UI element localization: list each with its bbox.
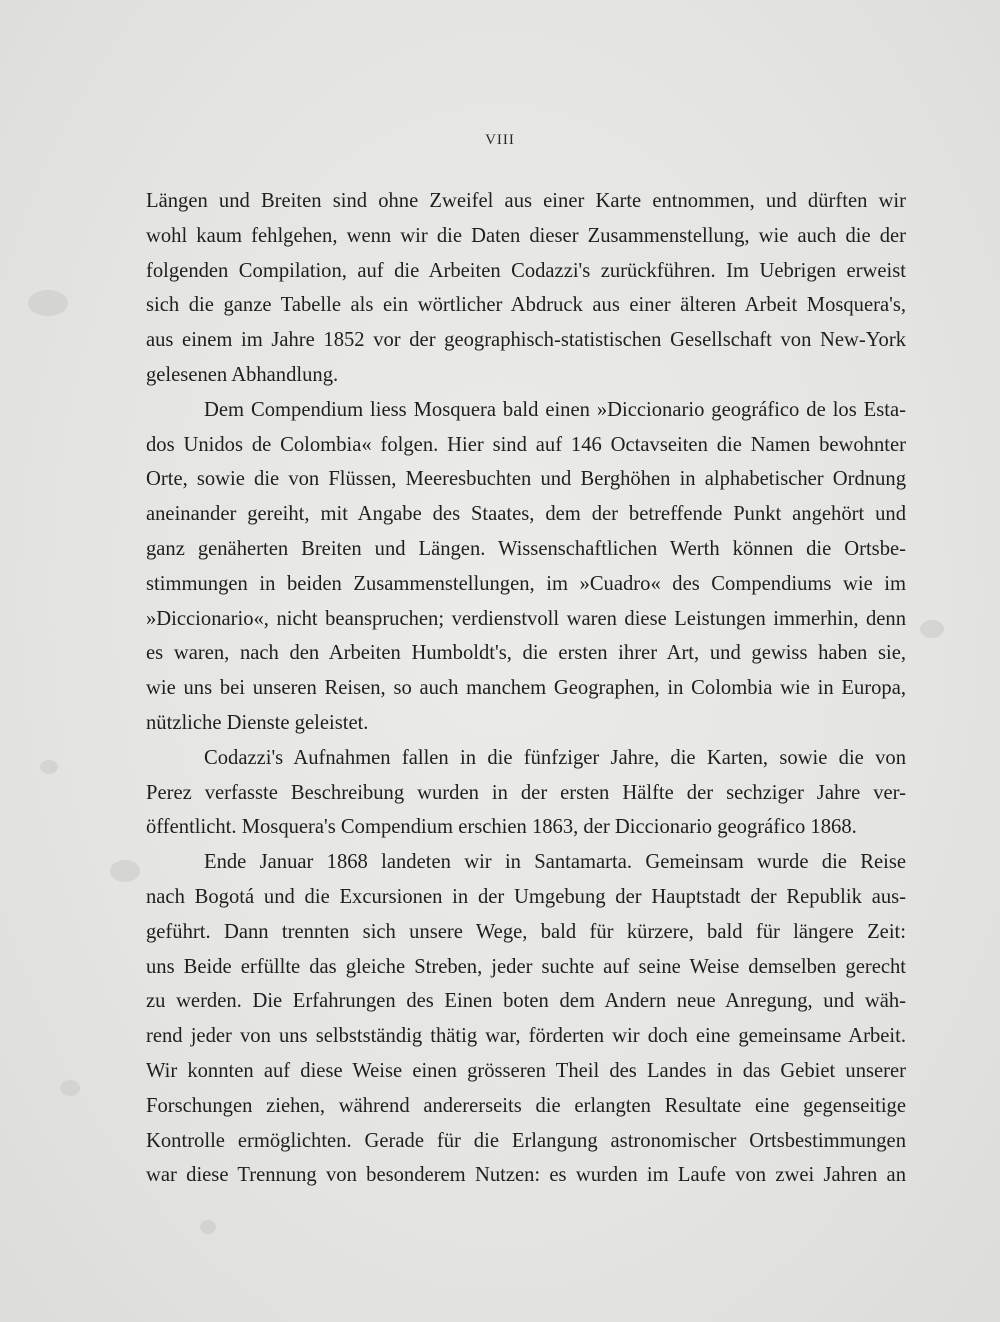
paper-stain <box>200 1220 216 1234</box>
page-number: VIII <box>485 132 515 148</box>
text-line: folgenden Compilation, auf die Arbeiten Codazzi's zurückführen. Im Uebrigen erweist <box>146 259 906 282</box>
text-line: »Diccionario«, nicht beanspruchen; verdienstvoll waren diese Leistungen immerhin, denn <box>146 607 906 630</box>
paragraph <box>146 741 906 845</box>
text-line: Ende Januar 1868 landeten wir in Santamarta. Gemeinsam wurde die Reise <box>204 851 906 874</box>
text-line: Dem Compendium liess Mosquera bald einen »Diccionario geográfico de los Esta- <box>204 398 906 421</box>
paragraph <box>146 184 906 393</box>
paper-stain <box>110 860 140 882</box>
text-line: uns Beide erfüllte das gleiche Streben, jeder suchte auf seine Weise demselben gerecht <box>146 955 906 978</box>
paper-stain <box>60 1080 80 1096</box>
text-line: geführt. Dann trennten sich unsere Wege, bald für kürzere, bald für längere Zeit: <box>146 920 906 943</box>
text-line: nach Bogotá und die Excursionen in der Umgebung der Hauptstadt der Republik aus- <box>146 885 906 908</box>
text-line: Orte, sowie die von Flüssen, Meeresbuchten und Berghöhen in alphabetischer Ordnung <box>146 468 906 491</box>
text-line: stimmungen in beiden Zusammenstellungen, im »Cuadro« des Compendiums wie im <box>146 572 906 595</box>
text-line: Längen und Breiten sind ohne Zweifel aus einer Karte entnommen, und dürften wir <box>146 190 906 212</box>
text-line: öffentlicht. Mosquera's Compendium erschien 1863, der Diccionario geográfico 1868. <box>146 816 857 839</box>
text-line: Kontrolle ermöglichten. Gerade für die Erlangung astronomischer Ortsbestimmungen <box>146 1129 906 1152</box>
body-text <box>146 184 906 1193</box>
text-line: sich die ganze Tabelle als ein wörtlicher Abdruck aus einer älteren Arbeit Mosquera's, <box>146 294 906 317</box>
paper-stain <box>920 620 944 638</box>
paper-stain <box>28 290 68 316</box>
text-line: aus einem im Jahre 1852 vor der geographisch-statistischen Gesellschaft von New-York <box>146 329 906 352</box>
text-line: es waren, nach den Arbeiten Humboldt's, die ersten ihrer Art, und gewiss haben sie, <box>146 642 906 665</box>
text-line: wie uns bei unseren Reisen, so auch manchem Geographen, in Colombia wie in Europa, <box>146 677 906 700</box>
text-line: dos Unidos de Colombia« folgen. Hier sind auf 146 Octavseiten die Namen bewohnter <box>146 433 906 456</box>
paper-stain <box>40 760 58 774</box>
text-line: Perez verfasste Beschreibung wurden in der ersten Hälfte der sechziger Jahre ver- <box>146 781 906 804</box>
paragraph <box>146 845 906 1193</box>
text-line: Wir konnten auf diese Weise einen grösseren Theil des Landes in das Gebiet unserer <box>146 1059 906 1082</box>
text-line: rend jeder von uns selbstständig thätig war, förderten wir doch eine gemeinsame Arbeit. <box>146 1025 906 1048</box>
text-line: war diese Trennung von besonderem Nutzen: es wurden im Laufe von zwei Jahren an <box>146 1164 906 1187</box>
text-line: zu werden. Die Erfahrungen des Einen boten dem Andern neue Anregung, und wäh- <box>146 990 906 1013</box>
text-line: ganz genäherten Breiten und Längen. Wissenschaftlichen Werth können die Ortsbe- <box>146 537 906 560</box>
text-line: nützliche Dienste geleistet. <box>146 711 369 734</box>
paragraph <box>146 393 906 741</box>
text-line: gelesenen Abhandlung. <box>146 363 339 386</box>
text-line: Codazzi's Aufnahmen fallen in die fünfziger Jahre, die Karten, sowie die von <box>204 746 906 769</box>
text-line: Forschungen ziehen, während andererseits die erlangten Resultate eine gegenseitige <box>146 1094 906 1117</box>
text-line: aneinander gereiht, mit Angabe des Staates, dem der betreffende Punkt angehört und <box>146 503 906 526</box>
text-line: wohl kaum fehlgehen, wenn wir die Daten dieser Zusammenstellung, wie auch die der <box>146 224 906 247</box>
